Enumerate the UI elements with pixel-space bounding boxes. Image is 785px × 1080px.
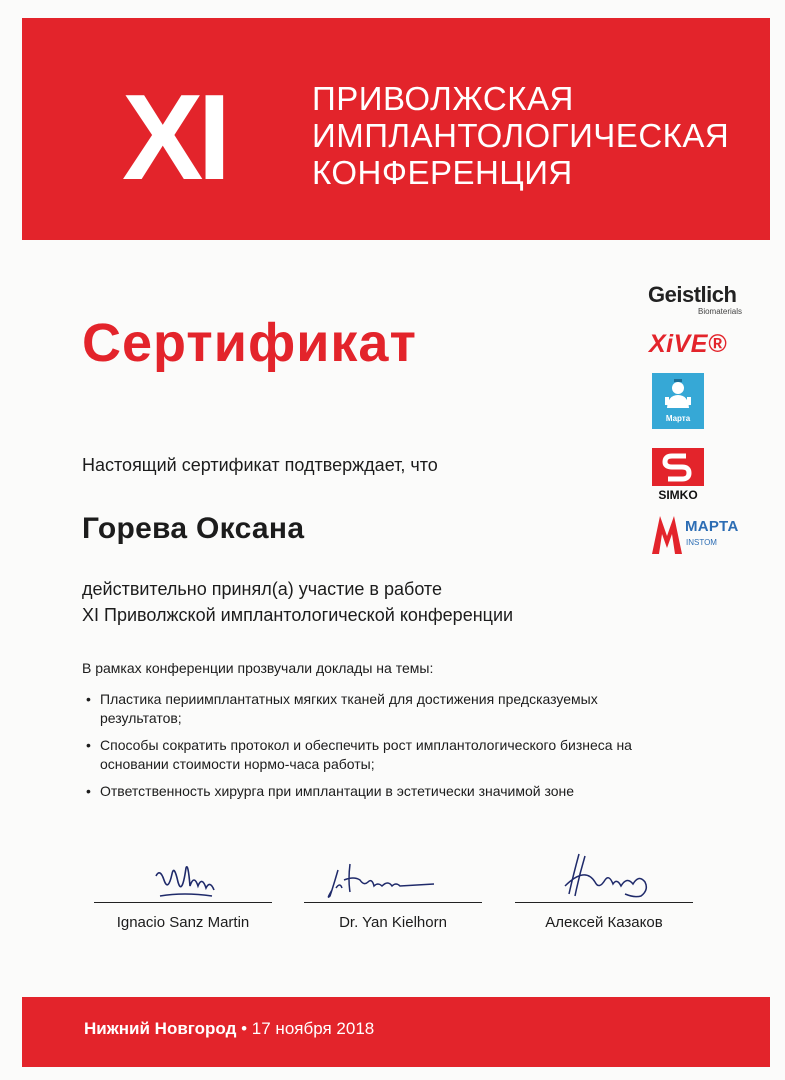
handwritten-signature: [94, 846, 272, 906]
signature-block: [515, 846, 693, 940]
signature-block: [304, 846, 482, 940]
bullet: •: [86, 737, 91, 753]
signature-line: [515, 902, 693, 903]
bullet: •: [86, 783, 91, 799]
conference-numeral: XI: [122, 69, 226, 205]
marta-instom-name: МАРТА: [685, 518, 739, 535]
conference-title-line: КОНФЕРЕНЦИЯ: [312, 154, 573, 191]
marta-label: Марта: [665, 414, 691, 423]
footer-city: Нижний Новгород: [84, 1019, 237, 1038]
sponsor-marta-logo: [652, 373, 704, 429]
geistlich-sub: Biomaterials: [697, 307, 742, 316]
footer-separator: •: [241, 1019, 248, 1038]
topic-text: Ответственность хирурга при имплантации в эстетически значимой зоне: [100, 783, 575, 799]
conference-title: [312, 80, 732, 191]
handwritten-signature: [304, 846, 482, 906]
marta-instom-sub: INSTOM: [686, 538, 717, 547]
participation-text: [82, 576, 513, 628]
bullet: •: [86, 691, 91, 707]
sponsor-xive-logo: XiVE®: [649, 330, 727, 358]
topics-list: [82, 690, 642, 809]
topic-text: Пластика периимплантатных мягких тканей для достижения предсказуемых результатов;: [100, 691, 598, 726]
signatory-name: Алексей Казаков: [545, 914, 663, 931]
sponsor-marta-instom-logo: [650, 512, 745, 556]
simko-mark: [652, 448, 704, 486]
sponsor-simko-logo: [652, 448, 704, 502]
signature-line: [94, 902, 272, 903]
handwritten-signature: [515, 846, 693, 906]
participation-line: действительно принял(а) участие в работе: [82, 579, 442, 599]
certificate-title: Сертификат: [82, 313, 417, 373]
sponsor-geistlich-logo: [648, 283, 748, 317]
topic-text: Способы сократить протокол и обеспечить рост имплантологического бизнеса на основании стоимости нормо-часа работы;: [100, 737, 632, 772]
signature-line: [304, 902, 482, 903]
simko-label: SIMKO: [658, 488, 698, 502]
signature-block: [94, 846, 272, 940]
signatory-name: Ignacio Sanz Martin: [116, 914, 250, 931]
topic-item: [82, 736, 642, 774]
topics-intro: В рамках конференции прозвучали доклады на темы:: [82, 660, 434, 676]
recipient-name: Горева Оксана: [82, 512, 305, 545]
participation-line: XI Приволжской имплантологической конференции: [82, 605, 514, 625]
marta-instom-mark-icon: [650, 512, 684, 556]
footer-place-date: [84, 1019, 374, 1039]
simko-s-icon: [652, 448, 704, 486]
footer-date: 17 ноября 2018: [251, 1019, 375, 1038]
conference-header: [22, 18, 770, 240]
topic-item: [82, 690, 642, 728]
conference-title-line: ИМПЛАНТОЛОГИЧЕСКАЯ: [312, 117, 730, 154]
conference-title-line: ПРИВОЛЖСКАЯ: [312, 80, 574, 117]
topic-item: [82, 782, 642, 801]
signatory-name: Dr. Yan Kielhorn: [339, 914, 447, 931]
geistlich-name: Geistlich: [648, 282, 737, 307]
certificate-footer: [22, 997, 770, 1067]
confirm-text: Настоящий сертификат подтверждает, что: [82, 455, 438, 475]
